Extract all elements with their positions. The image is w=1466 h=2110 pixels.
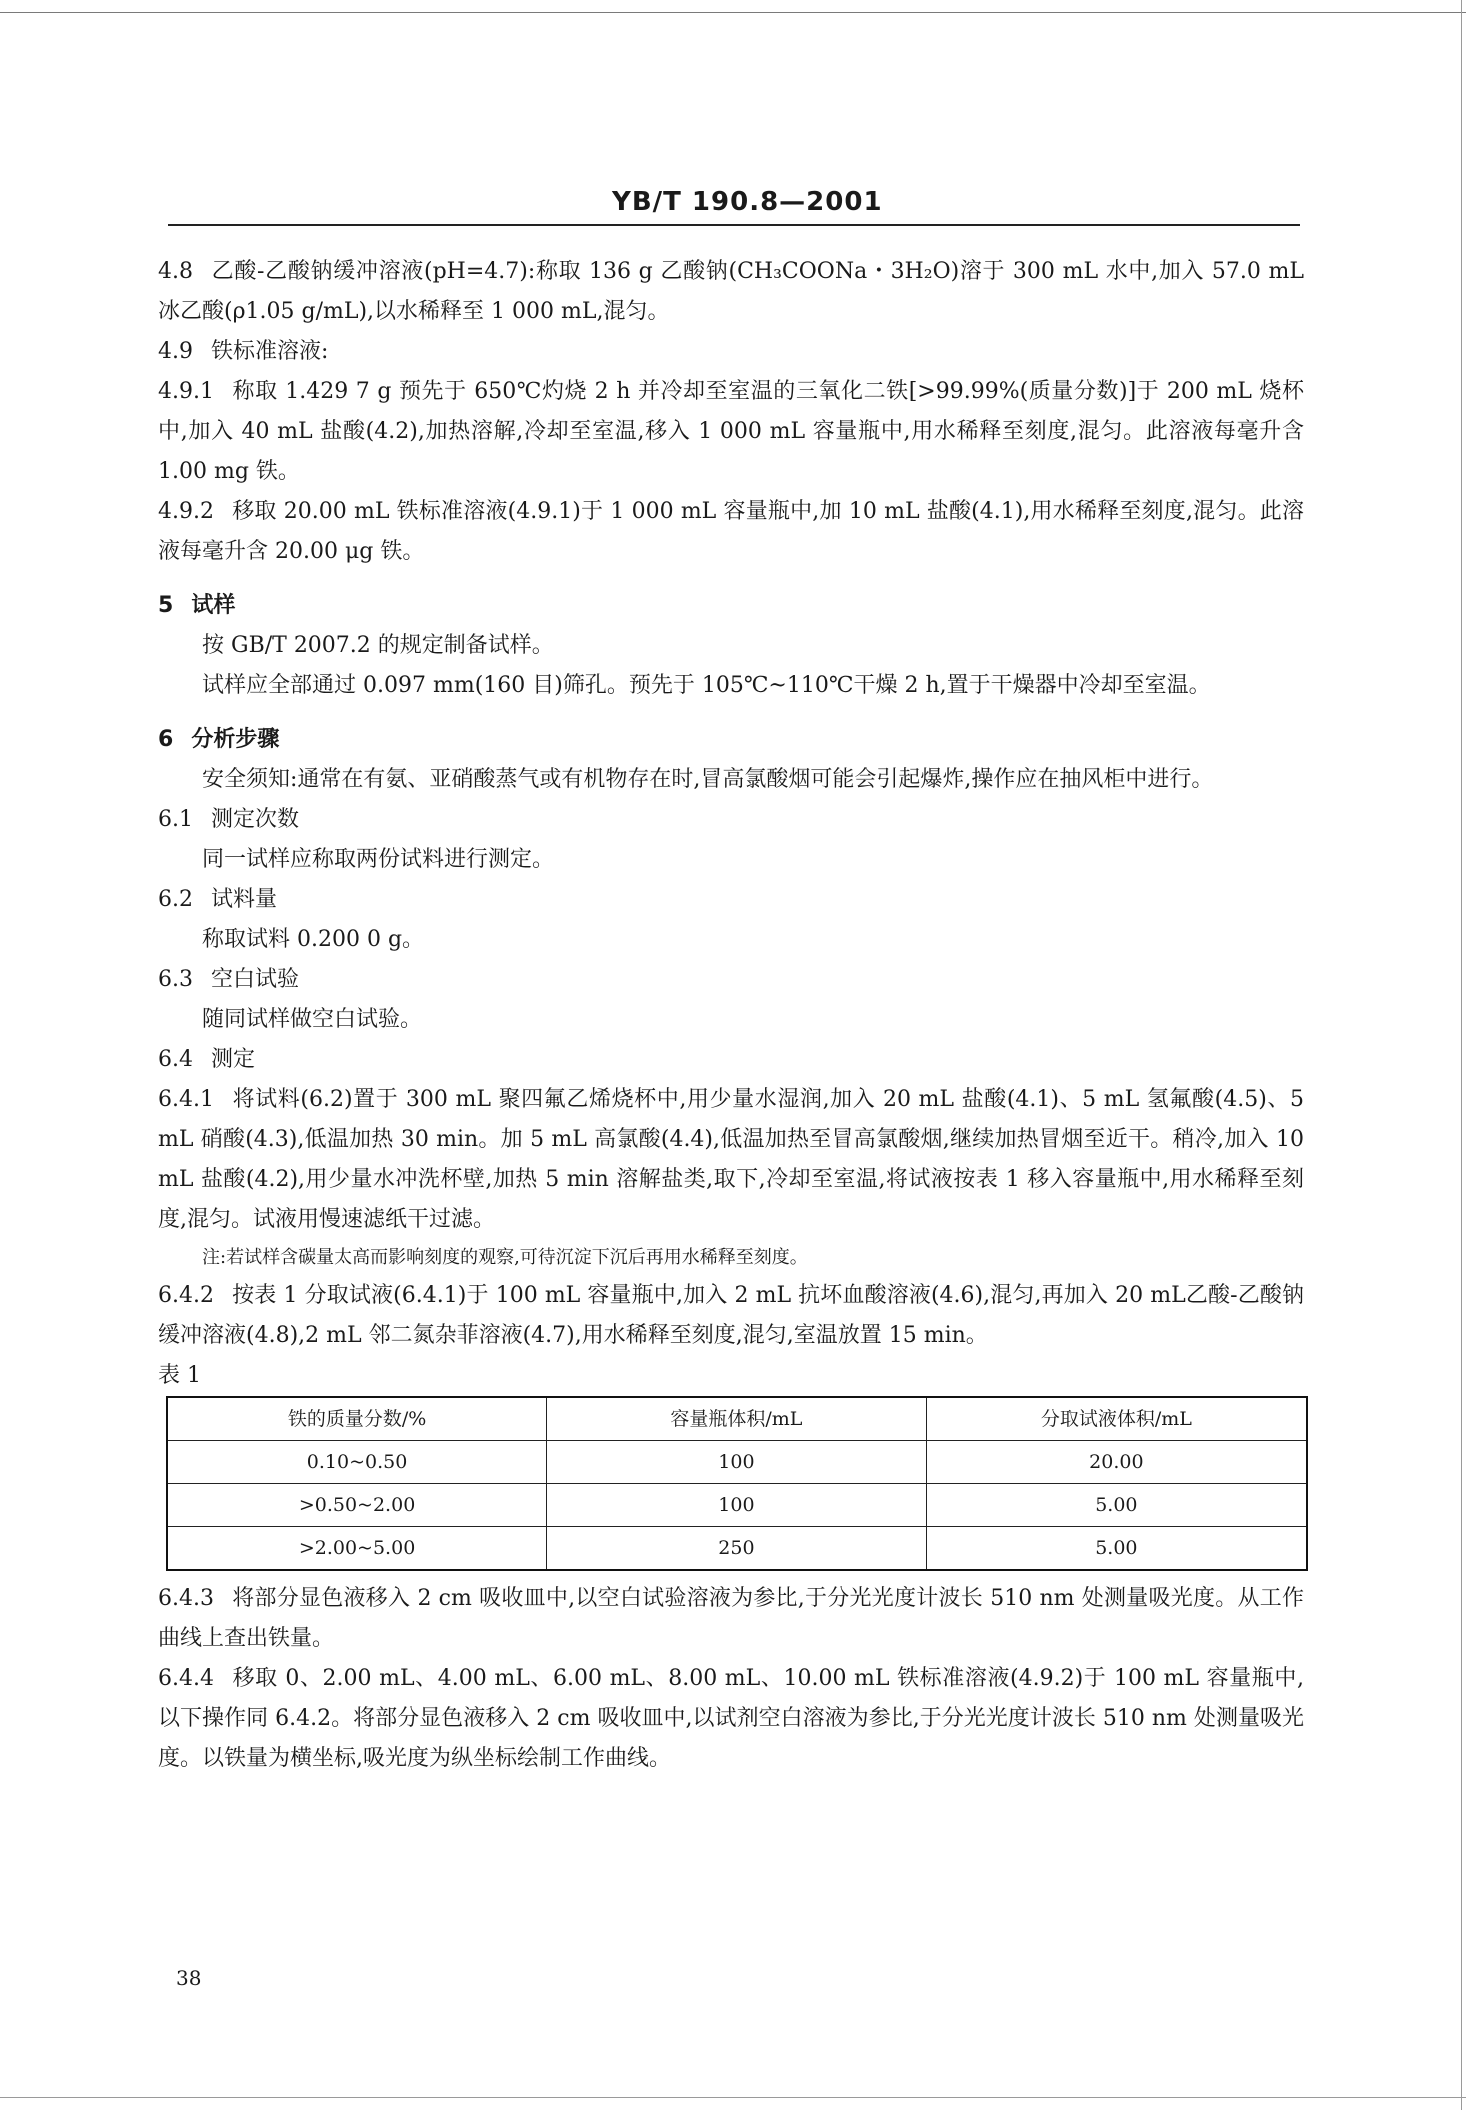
clause-text: 将部分显色液移入 2 cm 吸收皿中,以空白试验溶液为参比,于分光光度计波长 510 nm 处测量吸光度。从工作曲线上查出铁量。 bbox=[158, 1586, 1304, 1651]
section-title: 试样 bbox=[191, 593, 236, 618]
scan-edge-bottom bbox=[0, 2097, 1466, 2098]
clause-text: 将试料(6.2)置于 300 mL 聚四氟乙烯烧杯中,用少量水湿润,加入 20 mL 盐酸(4.1)、5 mL 氢氟酸(4.5)、5 mL 硝酸(4.3),低温加热 30 min。加 5 mL 高氯酸(4.4),低温加热至冒高氯酸烟,继续加热冒烟至近干。稍冷,加入 10 mL 盐酸(4.2),用少量水冲洗杯壁,加热 5 min 溶解盐类,取下,冷却至室温,将试液按表 1 移入容量瓶中,用水稀释至刻度,混匀。试液用慢速滤纸干过滤。 bbox=[158, 1087, 1304, 1232]
clause-6-2 bbox=[158, 880, 1304, 920]
clause-title: 试料量 bbox=[211, 887, 278, 912]
clause-title: 测定 bbox=[211, 1047, 256, 1072]
clause-number: 4.9.2 bbox=[158, 499, 214, 524]
clause-number: 6.4.3 bbox=[158, 1586, 214, 1611]
table-header-cell: 铁的质量分数/% bbox=[167, 1397, 547, 1441]
table-cell: 0.10~0.50 bbox=[167, 1441, 547, 1484]
clause-text: 移取 20.00 mL 铁标准溶液(4.9.1)于 1 000 mL 容量瓶中,加 10 mL 盐酸(4.1),用水稀释至刻度,混匀。此溶液每毫升含 20.00 μg 铁。 bbox=[158, 499, 1304, 564]
clause-title: 测定次数 bbox=[211, 807, 300, 832]
clause-title: 空白试验 bbox=[211, 967, 300, 992]
table-row bbox=[167, 1527, 1307, 1571]
clause-4-9-2 bbox=[158, 492, 1304, 572]
clause-6-4-2 bbox=[158, 1276, 1304, 1356]
section-5-heading bbox=[158, 586, 1304, 626]
section-title: 分析步骤 bbox=[191, 727, 280, 752]
clause-number: 4.9 bbox=[158, 339, 193, 364]
clause-number: 6.4.1 bbox=[158, 1087, 214, 1112]
clause-6-4-1 bbox=[158, 1080, 1304, 1240]
clause-text: 移取 0、2.00 mL、4.00 mL、6.00 mL、8.00 mL、10.00 mL 铁标准溶液(4.9.2)于 100 mL 容量瓶中,以下操作同 6.4.2。将部分显色液移入 2 cm 吸收皿中,以试剂空白溶液为参比,于分光光度计波长 510 nm 处测量吸光度。以铁量为横坐标,吸光度为纵坐标绘制工作曲线。 bbox=[158, 1666, 1304, 1771]
clause-number: 4.8 bbox=[158, 259, 193, 284]
section-5-text-a: 按 GB/T 2007.2 的规定制备试样。 bbox=[202, 633, 554, 658]
clause-text: 铁标准溶液: bbox=[211, 339, 329, 364]
table-1 bbox=[166, 1396, 1308, 1571]
table-row bbox=[167, 1484, 1307, 1527]
clause-number: 6.4 bbox=[158, 1047, 193, 1072]
safety-notice: 安全须知:通常在有氨、亚硝酸蒸气或有机物存在时,冒高氯酸烟可能会引起爆炸,操作应在抽风柜中进行。 bbox=[202, 767, 1214, 792]
table-row bbox=[167, 1441, 1307, 1484]
scan-edge-right bbox=[1461, 0, 1462, 2110]
table-cell: 250 bbox=[547, 1527, 927, 1571]
clause-6-3-text: 随同试样做空白试验。 bbox=[202, 1007, 423, 1032]
clause-4-9-1 bbox=[158, 372, 1304, 492]
scan-edge-top bbox=[0, 12, 1466, 13]
note: 注:若试样含碳量太高而影响刻度的观察,可待沉淀下沉后再用水稀释至刻度。 bbox=[202, 1247, 808, 1268]
table-header-cell: 分取试液体积/mL bbox=[926, 1397, 1307, 1441]
table-cell: 20.00 bbox=[926, 1441, 1307, 1484]
clause-6-2-text: 称取试料 0.200 0 g。 bbox=[202, 927, 425, 952]
table-cell: 100 bbox=[547, 1484, 927, 1527]
clause-4-9 bbox=[158, 332, 1304, 372]
clause-number: 6.3 bbox=[158, 967, 193, 992]
clause-6-4-3 bbox=[158, 1579, 1304, 1659]
clause-6-1-text: 同一试样应称取两份试料进行测定。 bbox=[202, 847, 555, 872]
clause-number: 6.1 bbox=[158, 807, 193, 832]
table-cell: >2.00~5.00 bbox=[167, 1527, 547, 1571]
clause-4-8 bbox=[158, 252, 1304, 332]
header-rule bbox=[168, 224, 1300, 226]
section-number: 6 bbox=[158, 727, 174, 752]
section-5-text-b: 试样应全部通过 0.097 mm(160 目)筛孔。预先于 105℃~110℃干燥 2 h,置于干燥器中冷却至室温。 bbox=[202, 673, 1211, 698]
section-number: 5 bbox=[158, 593, 174, 618]
clause-number: 6.4.4 bbox=[158, 1666, 214, 1691]
table-cell: >0.50~2.00 bbox=[167, 1484, 547, 1527]
section-6-heading bbox=[158, 720, 1304, 760]
table-caption: 表 1 bbox=[158, 1363, 201, 1388]
clause-6-3 bbox=[158, 960, 1304, 1000]
clause-text: 称取 1.429 7 g 预先于 650℃灼烧 2 h 并冷却至室温的三氧化二铁[>99.99%(质量分数)]于 200 mL 烧杯中,加入 40 mL 盐酸(4.2),加热溶解,冷却至室温,移入 1 000 mL 容量瓶中,用水稀释至刻度,混匀。此溶液每毫升含 1.00 mg 铁。 bbox=[158, 379, 1304, 484]
document-body bbox=[158, 252, 1304, 1779]
table-cell: 5.00 bbox=[926, 1527, 1307, 1571]
table-cell: 5.00 bbox=[926, 1484, 1307, 1527]
clause-text: 乙酸-乙酸钠缓冲溶液(pH=4.7):称取 136 g 乙酸钠(CH₃COONa・3H₂O)溶于 300 mL 水中,加入 57.0 mL 冰乙酸(ρ1.05 g/mL),以水稀释至 1 000 mL,混匀。 bbox=[158, 259, 1304, 324]
table-cell: 100 bbox=[547, 1441, 927, 1484]
clause-number: 6.4.2 bbox=[158, 1283, 214, 1308]
clause-number: 4.9.1 bbox=[158, 379, 214, 404]
clause-text: 按表 1 分取试液(6.4.1)于 100 mL 容量瓶中,加入 2 mL 抗坏血酸溶液(4.6),混匀,再加入 20 mL乙酸-乙酸钠缓冲溶液(4.8),2 mL 邻二氮杂菲溶液(4.7),用水稀释至刻度,混匀,室温放置 15 min。 bbox=[158, 1283, 1304, 1348]
table-header-cell: 容量瓶体积/mL bbox=[547, 1397, 927, 1441]
clause-6-4-4 bbox=[158, 1659, 1304, 1779]
clause-6-1 bbox=[158, 800, 1304, 840]
page-header-standard-id: YB/T 190.8—2001 bbox=[612, 187, 883, 217]
table-header-row bbox=[167, 1397, 1307, 1441]
clause-number: 6.2 bbox=[158, 887, 193, 912]
clause-6-4 bbox=[158, 1040, 1304, 1080]
page-number: 38 bbox=[176, 1966, 202, 1990]
